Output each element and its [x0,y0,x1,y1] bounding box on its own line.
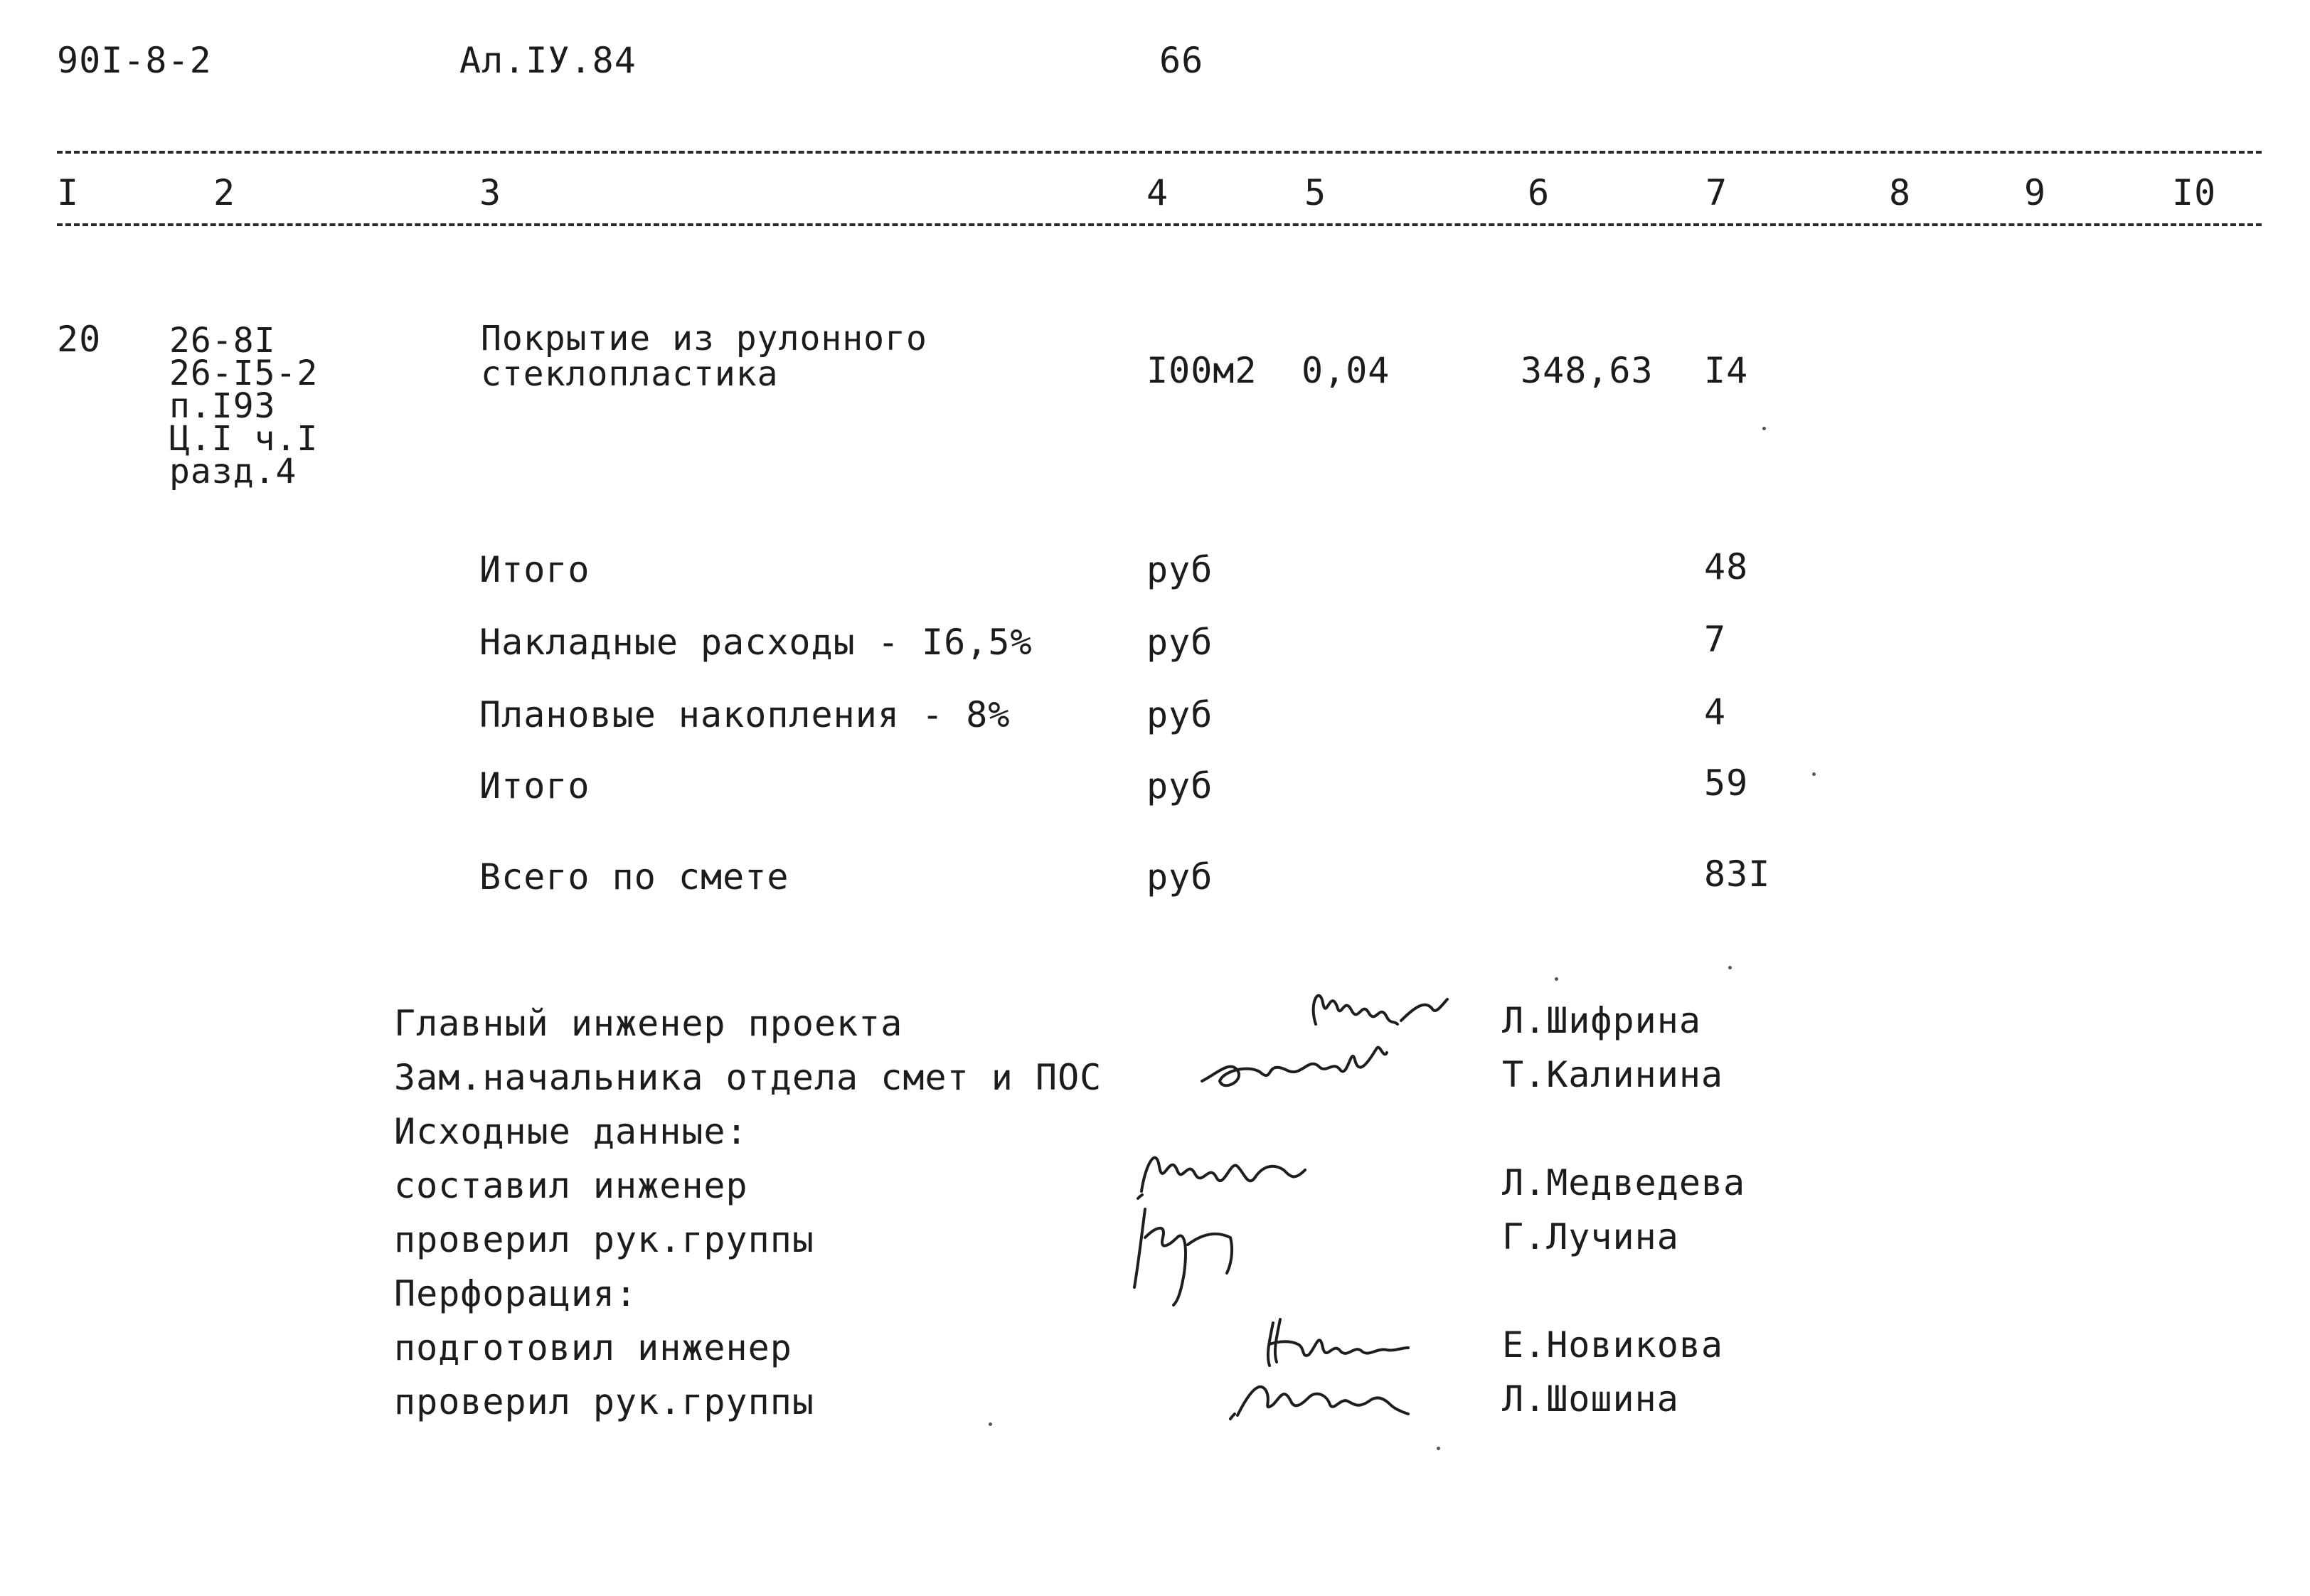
entry-description-line-2: стеклопластика [481,354,779,394]
total-label-grand-total: Всего по смете [479,856,789,898]
column-number-4: 4 [1146,172,1169,213]
page-number: 66 [1159,40,1204,81]
signature-chief-engineer [1302,981,1458,1038]
header-rule-bottom [57,223,2262,226]
scan-speck [1555,977,1558,981]
scan-speck [1812,772,1816,776]
entry-reference-2: 26-I5-2 [169,353,319,393]
entry-reference-3: п.I93 [169,386,276,426]
total-unit-subtotal: руб [1146,549,1213,590]
entry-reference-4: Ц.I ч.I [169,419,319,459]
total-value-grand-total: 83I [1704,853,1771,895]
scan-speck [989,1422,992,1426]
signature-perforation-checked-by [1223,1366,1437,1422]
signature-prepared-by [1252,1309,1422,1373]
entry-description-line-1: Покрытие из рулонного [481,319,927,358]
total-unit-planned-savings: руб [1146,694,1213,735]
entry-unit-price: 348,63 [1521,350,1654,391]
signature-deputy-head [1195,1031,1408,1095]
column-number-6: 6 [1528,172,1550,213]
role-perforation-checked-by: проверил рук.группы [394,1381,814,1422]
total-value-subtotal: 48 [1704,546,1749,587]
name-compiled-by: Л.Медведева [1502,1162,1746,1203]
scan-speck [1728,966,1732,969]
signature-checked-by [1124,1195,1252,1309]
total-value-planned-savings: 4 [1704,691,1727,733]
role-prepared-by: подготовил инженер [394,1327,792,1368]
name-deputy-head: Т.Калинина [1502,1054,1724,1095]
total-unit-grand-total: руб [1146,856,1213,898]
column-number-8: 8 [1889,172,1912,213]
column-number-5: 5 [1304,172,1327,213]
album-reference: Ал.IУ.84 [459,40,637,81]
role-perforation-heading: Перфорация: [394,1273,638,1314]
total-label-subtotal: Итого [479,549,590,590]
total-label-planned-savings: Плановые накопления - 8% [479,694,1011,735]
column-number-10: I0 [2172,172,2217,213]
entry-unit: I00м2 [1146,350,1257,391]
entry-quantity: 0,04 [1302,350,1390,391]
signature-compiled-by [1131,1138,1344,1202]
column-number-2: 2 [213,172,236,213]
total-unit-total: руб [1146,765,1213,807]
total-value-total: 59 [1704,762,1749,804]
name-checked-by: Г.Лучина [1502,1216,1679,1257]
entry-cost: I4 [1704,350,1749,391]
total-label-total: Итого [479,765,590,807]
role-chief-engineer: Главный инженер проекта [394,1003,903,1044]
column-number-9: 9 [2024,172,2047,213]
column-number-7: 7 [1705,172,1728,213]
scan-speck [1437,1447,1440,1450]
column-number-3: 3 [479,172,502,213]
role-compiled-by: составил инженер [394,1165,748,1206]
header-rule-top [57,151,2262,154]
column-number-1: I [57,172,80,213]
scan-speck [1762,427,1766,430]
total-value-overhead: 7 [1704,619,1727,660]
total-label-overhead: Накладные расходы - I6,5% [479,622,1033,663]
entry-number: 20 [57,319,102,360]
entry-reference-1: 26-8I [169,321,276,361]
total-unit-overhead: руб [1146,622,1213,663]
name-perforation-checked-by: Л.Шошина [1502,1378,1679,1420]
role-checked-by: проверил рук.группы [394,1219,814,1260]
role-source-data-heading: Исходные данные: [394,1111,748,1152]
entry-reference-5: разд.4 [169,452,297,491]
name-prepared-by: Е.Новикова [1502,1324,1724,1366]
document-code: 90I-8-2 [57,40,212,81]
name-chief-engineer: Л.Шифрина [1502,1000,1701,1041]
role-deputy-head: Зам.начальника отдела смет и ПОС [394,1057,1102,1098]
